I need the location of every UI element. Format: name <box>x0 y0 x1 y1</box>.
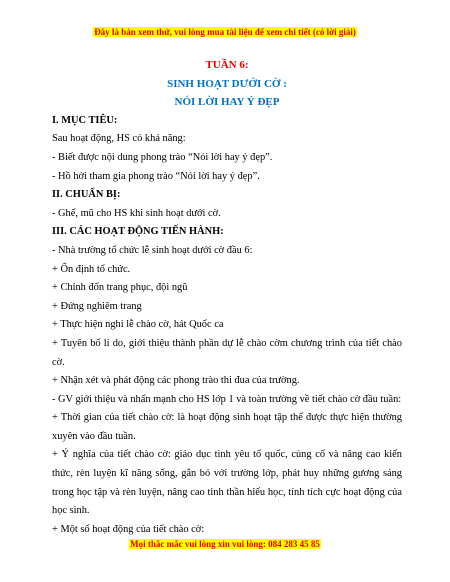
section-3-heading: III. CÁC HOẠT ĐỘNG TIẾN HÀNH: <box>52 226 224 238</box>
section-2-heading: II. CHUẨN BỊ: <box>52 189 121 201</box>
section-3-line: + Ổn định tổ chức. <box>52 263 131 275</box>
document-title-line-2: NÓI LỜI HAY Ý ĐẸP <box>174 96 280 109</box>
section-1-line: Sau hoạt động, HS có khả năng: <box>52 133 186 145</box>
section-3-line: + Ý nghĩa của tiết chào cờ: giáo dục tình yêu tổ quốc, củng cố và nâng cao kiến thức, rèn luyện kĩ năng sống, gắn bó với trường lớp, phát huy những gương sáng trong học tập và rèn luyện, nâng cao tinh thần hiếu học, tính tích cực hoạt động của học sinh. <box>52 449 402 517</box>
section-1-line: - Biết được nội dung phong trào “Nói lời hay ý đẹp”. <box>52 151 273 163</box>
section-3-line: + Thực hiện nghi lễ chào cờ, hát Quốc ca <box>52 319 224 331</box>
section-3-line: - Nhà trường tổ chức lễ sinh hoạt dưới cờ đầu 6: <box>52 244 253 256</box>
contact-banner <box>0 538 450 550</box>
section-3-line: + Đứng nghiêm trang <box>52 300 142 312</box>
section-1-line: - Hồ hởi tham gia phong trào “Nói lời hay ý đẹp”. <box>52 170 260 182</box>
section-3-line: - GV giới thiệu và nhấn mạnh cho HS lớp 1 và toàn trường về tiết chào cờ đầu tuần: <box>52 393 402 405</box>
document-page <box>52 48 402 539</box>
section-3-line: + Nhận xét và phát động các phong trào thi đua của trường. <box>52 375 300 387</box>
section-3-line: + Chỉnh đốn trang phục, đội ngũ <box>52 282 188 294</box>
preview-notice-banner <box>0 26 450 38</box>
contact-text: Mọi thắc mắc vui lòng xin vui lòng: 084 283 45 85 <box>130 539 320 549</box>
section-3-line: + Thời gian của tiết chào cờ: là hoạt động sinh hoạt tập thể được thực hiện thường xuyên vào đầu tuần. <box>52 412 402 442</box>
section-3-line: + Tuyên bố lí do, giới thiệu thành phần dự lễ chào cờm chương trình của tiết chào cờ. <box>52 337 402 368</box>
week-label: TUẦN 6: <box>205 59 249 71</box>
document-title-line-1: SINH HOẠT DƯỚI CỜ : <box>167 77 287 90</box>
section-1-heading: I. MỤC TIÊU: <box>52 114 118 126</box>
section-2-line: - Ghế, mũ cho HS khi sinh hoạt dưới cờ. <box>52 207 221 219</box>
section-3-line: + Một số hoạt động của tiết chào cờ: <box>52 523 205 535</box>
preview-notice-text: Đây là bản xem thử, vui lòng mua tài liệu để xem chi tiết (có lời giải) <box>94 27 356 37</box>
